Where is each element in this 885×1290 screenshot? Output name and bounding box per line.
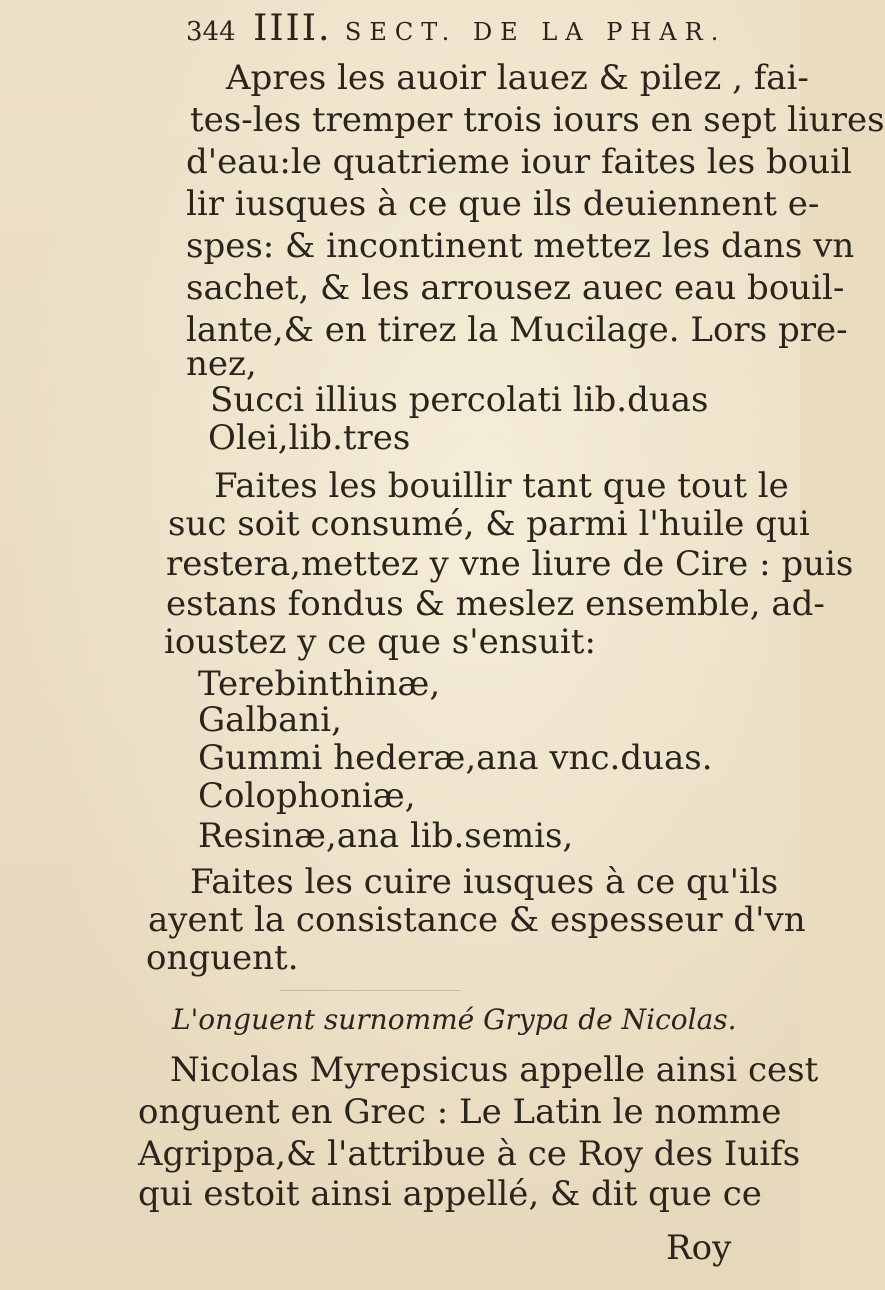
text-line: Galbani, [198, 700, 342, 740]
text-line: onguent en Grec : Le Latin le nomme [138, 1092, 782, 1132]
text-line: Apres les auoir lauez & pilez , fai- [226, 58, 809, 98]
text-line: qui estoit ainsi appellé, & dit que ce [138, 1174, 762, 1214]
text-line: Resinæ,ana lib.semis, [198, 816, 574, 856]
text-line: Gummi hederæ,ana vnc.duas. [198, 738, 713, 778]
text-line: Colophoniæ, [198, 776, 416, 816]
text-line: Olei,lib.tres [208, 418, 411, 458]
text-line: ioustez y ce que s'ensuit: [164, 622, 596, 662]
text-line: lir iusques à ce que ils deuiennent e- [186, 184, 820, 224]
text-line: ayent la consistance & espesseur d'vn [148, 900, 806, 940]
text-line: Faites les bouillir tant que tout le [214, 466, 789, 506]
text-line: Succi illius percolati lib.duas [210, 380, 709, 420]
text-line: estans fondus & meslez ensemble, ad- [166, 584, 825, 624]
text-line: spes: & incontinent mettez les dans vn [186, 226, 855, 266]
text-line: lante,& en tirez la Mucilage. Lors pre- [186, 310, 848, 350]
text-line: Faites les cuire iusques à ce qu'ils [190, 862, 779, 902]
text-line: Nicolas Myrepsicus appelle ainsi cest [170, 1050, 819, 1090]
running-title: SECT. DE LA PHAR. [344, 18, 727, 46]
text-line: suc soit consumé, & parmi l'huile qui [168, 504, 810, 544]
page-number: 344 [186, 17, 236, 47]
text-line: Terebinthinæ, [198, 664, 441, 704]
text-line: onguent. [146, 938, 299, 978]
catchword: Roy [666, 1228, 732, 1268]
section-heading: L'onguent surnommé Grypa de Nicolas. [172, 1003, 737, 1036]
section-number: IIII. [253, 8, 332, 49]
text-line: nez, [186, 344, 257, 384]
text-line: Agrippa,& l'attribue à ce Roy des Iuifs [138, 1134, 801, 1174]
text-line: d'eau:le quatrieme iour faites les bouil [186, 142, 852, 182]
text-line: restera,mettez y vne liure de Cire : puis [166, 544, 854, 584]
text-line: tes-les tremper trois iours en sept liures [190, 100, 885, 140]
text-line: sachet, & les arrousez auec eau bouil- [186, 268, 845, 308]
section-divider [280, 990, 460, 991]
running-head [186, 8, 726, 49]
